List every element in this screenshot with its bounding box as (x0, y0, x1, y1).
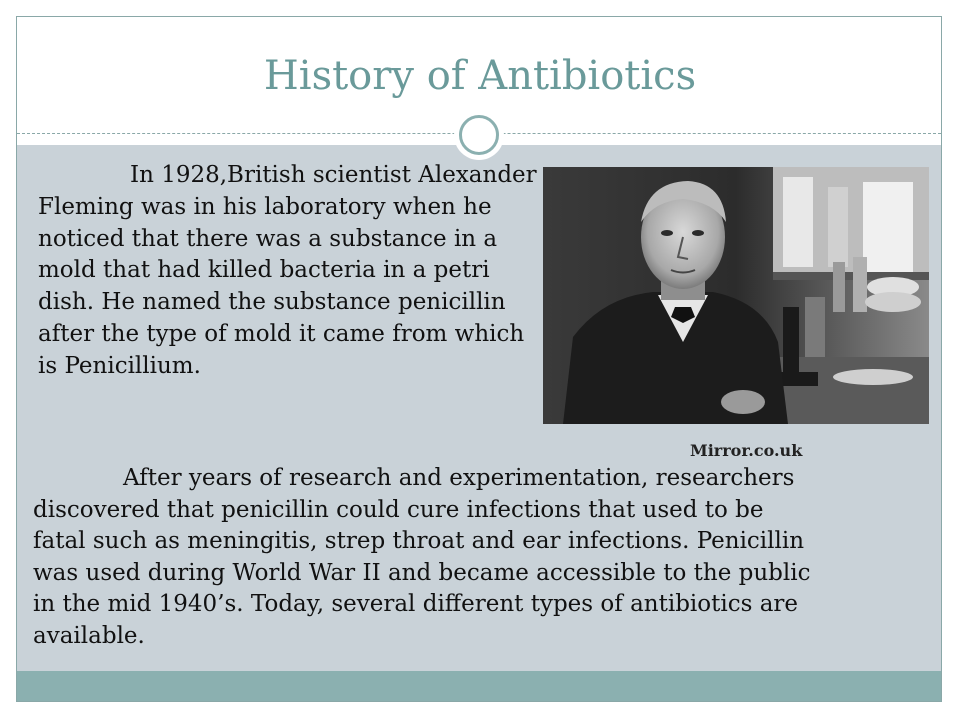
circle-ornament-icon (454, 110, 504, 160)
research-paragraph: After years of research and experimentation, researchers discovered that penicillin could cure infections that used to be fatal such as meningitis, strep throat and ear infections. Penicillin was used during World War II and became accessible to the public in the mid 1940’s. Today, several different types of antibiotics are available. (33, 465, 811, 649)
intro-paragraph: In 1928,British scientist Alexander Fleming was in his laboratory when he noticed that there was a substance in a mold that had killed bacteria in a petri dish. He named the substance penicillin after the type of mold it came from which is Penicillium. (38, 162, 537, 379)
image-credit: Mirror.co.uk (690, 441, 803, 460)
slide-title: History of Antibiotics (263, 53, 697, 99)
fleming-photo-illustration (543, 167, 929, 424)
fleming-photo (543, 167, 929, 424)
